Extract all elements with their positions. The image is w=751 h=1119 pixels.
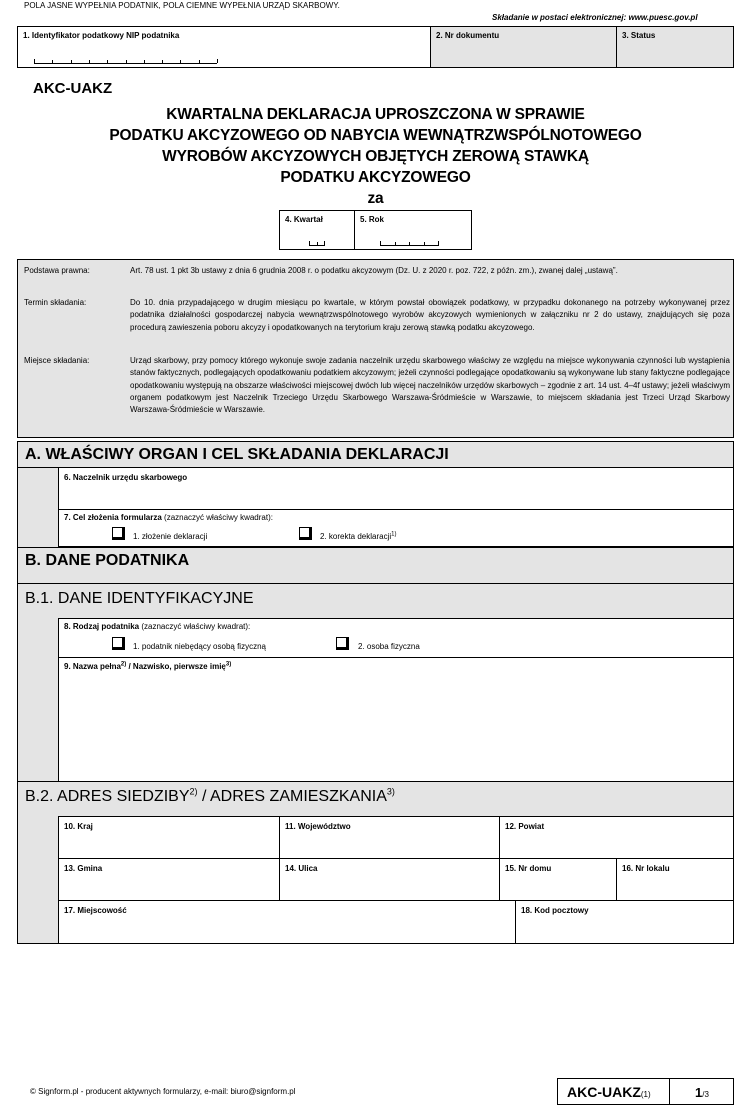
taxpayer-type-label: 8. Rodzaj podatnika (zaznaczyć właściwy kwadrat):	[64, 622, 251, 631]
municipality-label: 13. Gmina	[64, 864, 103, 873]
nip-comb-tick	[71, 60, 72, 63]
house-number-field[interactable]	[499, 858, 617, 901]
tax-office-label: 6. Naczelnik urzędu skarbowego	[64, 473, 188, 482]
street-field[interactable]	[279, 858, 500, 901]
purpose-field	[58, 509, 734, 547]
section-b2-title: B.2. ADRES SIEDZIBY$^{2)}$ / ADRES ZAMIESZKANIA$^{3)}$	[25, 786, 395, 805]
document-number-field	[430, 26, 617, 68]
quarter-field[interactable]	[279, 210, 355, 250]
voivodeship-field[interactable]	[279, 816, 500, 859]
deadline-label: Termin składania:	[24, 298, 87, 307]
voivodeship-label: 11. Województwo	[285, 822, 351, 831]
title-line-4: PODATKU AKCYZOWEGO	[280, 169, 471, 186]
apartment-number-field[interactable]	[616, 858, 734, 901]
postal-code-field[interactable]	[515, 900, 734, 944]
nip-comb-tick	[217, 59, 218, 63]
year-label: 5. Rok	[360, 215, 385, 224]
apartment-number-label: 16. Nr lokalu	[622, 864, 670, 873]
nip-field[interactable]	[17, 26, 431, 68]
purpose-label: 7. Cel złożenia formularza (zaznaczyć właściwy kwadrat):	[64, 513, 273, 522]
title-line-1: KWARTALNA DEKLARACJA UPROSZCZONA W SPRAWIE	[166, 106, 585, 123]
county-label: 12. Powiat	[505, 822, 545, 831]
option-non-natural-person-label: 1. podatnik niebędący osobą fizyczną	[133, 642, 266, 651]
house-number-label: 15. Nr domu	[505, 864, 552, 873]
legal-basis-text: Art. 78 ust. 1 pkt 3b ustawy z dnia 6 grudnia 2008 r. o podatku akcyzowym (Dz. U. z 2020 r. poz. 722, z późn. zm.), zwanej dalej „ustawą”.	[130, 266, 618, 275]
title-line-3: WYROBÓW AKCYZOWYCH OBJĘTYCH ZEROWĄ STAWKĄ	[162, 148, 589, 165]
checkbox-submission[interactable]	[112, 527, 125, 540]
postal-code-label: 18. Kod pocztowy	[521, 906, 589, 915]
nip-label: 1. Identyfikator podatkowy NIP podatnika	[23, 31, 180, 40]
nip-comb-tick	[162, 60, 163, 63]
legal-basis-label: Podstawa prawna:	[24, 266, 90, 275]
street-label: 14. Ulica	[285, 864, 318, 873]
place-label: Miejsce składania:	[24, 356, 90, 365]
municipality-field[interactable]	[58, 858, 280, 901]
nip-comb-tick	[107, 60, 108, 63]
full-name-field[interactable]	[58, 657, 734, 782]
nip-comb-tick	[126, 60, 127, 63]
place-text: Urząd skarbowy, przy pomocy którego wykonuje swoje zadania naczelnik urzędu skarbowego właściwy ze względu na miejsce wykonywania czynności lub wystąpienia stanów faktycznych, podlegających opodatkowaniu podatkiem akcyzowym; jeżeli czynności podlegające opodatkowaniu są wykonywane lub stany faktyczne podlegające opodatkowaniu występują na obszarze właściwości miejscowej dwóch lub więcej naczelników urzędów skarbowych – zgodnie z art. 14 ust. 4–4f ustawy; jeżeli właściwym organem podatkowym jest Naczelnik Trzeciego Urzędu Skarbowego Warszawa-Śródmieście w Warszawie, to miejscem składania jest Trzeci Urząd Skarbowy Warszawa-Śródmieście w Warszawie.	[130, 356, 730, 415]
county-field[interactable]	[499, 816, 734, 859]
nip-comb-tick	[34, 59, 35, 63]
taxpayer-type-field	[58, 618, 734, 658]
form-code: AKC-UAKZ	[33, 80, 113, 97]
country-field[interactable]	[58, 816, 280, 859]
title-line-2: PODATKU AKCYZOWEGO OD NABYCIA WEWNĄTRZWSPÓLNOTOWEGO	[109, 127, 642, 144]
nip-comb-tick	[144, 60, 145, 63]
nip-comb-tick	[89, 60, 90, 63]
country-label: 10. Kraj	[64, 822, 93, 831]
tax-office-field[interactable]	[58, 467, 734, 510]
status-field	[616, 26, 734, 68]
option-natural-person-label: 2. osoba fizyczna	[358, 642, 420, 651]
deadline-text: Do 10. dnia przypadającego w drugim miesiącu po kwartale, w którym powstał obowiązek podatkowy, w przypadku dokonanego na potrzeby wykonywanej przez podatnika działalności gospodarczej nabycia wewnątrzwspólnotowego wyrobów akcyzowych wymienionych w załączniku nr 2 do ustawy, znajdujących się poza procedurą zawieszenia poboru akcyzy i opodatkowanych na terytorium kraju zerową stawką podatku akcyzowego.	[130, 298, 730, 332]
footer-form-code: AKC-UAKZ(1)	[567, 1084, 651, 1100]
full-name-label: 9. Nazwa pełna$^{2)}$ / Nazwisko, pierwsze imię$^{3)}$	[64, 661, 232, 671]
footer-form-box	[557, 1078, 734, 1105]
document-number-label: 2. Nr dokumentu	[436, 31, 500, 40]
section-b1-title: B.1. DANE IDENTYFIKACYJNE	[25, 590, 254, 607]
nip-comb-tick	[180, 60, 181, 63]
nip-comb-tick	[52, 60, 53, 63]
city-label: 17. Miejscowość	[64, 906, 127, 915]
option-submission-label: 1. złożenie deklaracji	[133, 532, 208, 541]
top-note: POLA JASNE WYPEŁNIA PODATNIK, POLA CIEMNE WYPEŁNIA URZĄD SKARBOWY.	[24, 1, 340, 10]
electronic-submission-note: Składanie w postaci elektronicznej: www.puesc.gov.pl	[492, 13, 698, 22]
status-label: 3. Status	[622, 31, 656, 40]
checkbox-correction[interactable]	[299, 527, 312, 540]
quarter-label: 4. Kwartał	[285, 215, 323, 224]
checkbox-natural-person[interactable]	[336, 637, 349, 650]
title-za: za	[367, 190, 384, 207]
section-a-title: A. WŁAŚCIWY ORGAN I CEL SKŁADANIA DEKLARACJI	[25, 446, 449, 463]
footer-credit: © Signform.pl - producent aktywnych formularzy, e-mail: biuro@signform.pl	[30, 1087, 296, 1096]
footer-page-number: 1/3	[695, 1085, 709, 1100]
nip-comb-tick	[199, 60, 200, 63]
city-field[interactable]	[58, 900, 516, 944]
option-correction-label: 2. korekta deklaracji$^{1)}$	[320, 531, 397, 541]
checkbox-non-natural-person[interactable]	[112, 637, 125, 650]
year-field[interactable]	[354, 210, 472, 250]
section-b-title: B. DANE PODATNIKA	[25, 552, 190, 569]
